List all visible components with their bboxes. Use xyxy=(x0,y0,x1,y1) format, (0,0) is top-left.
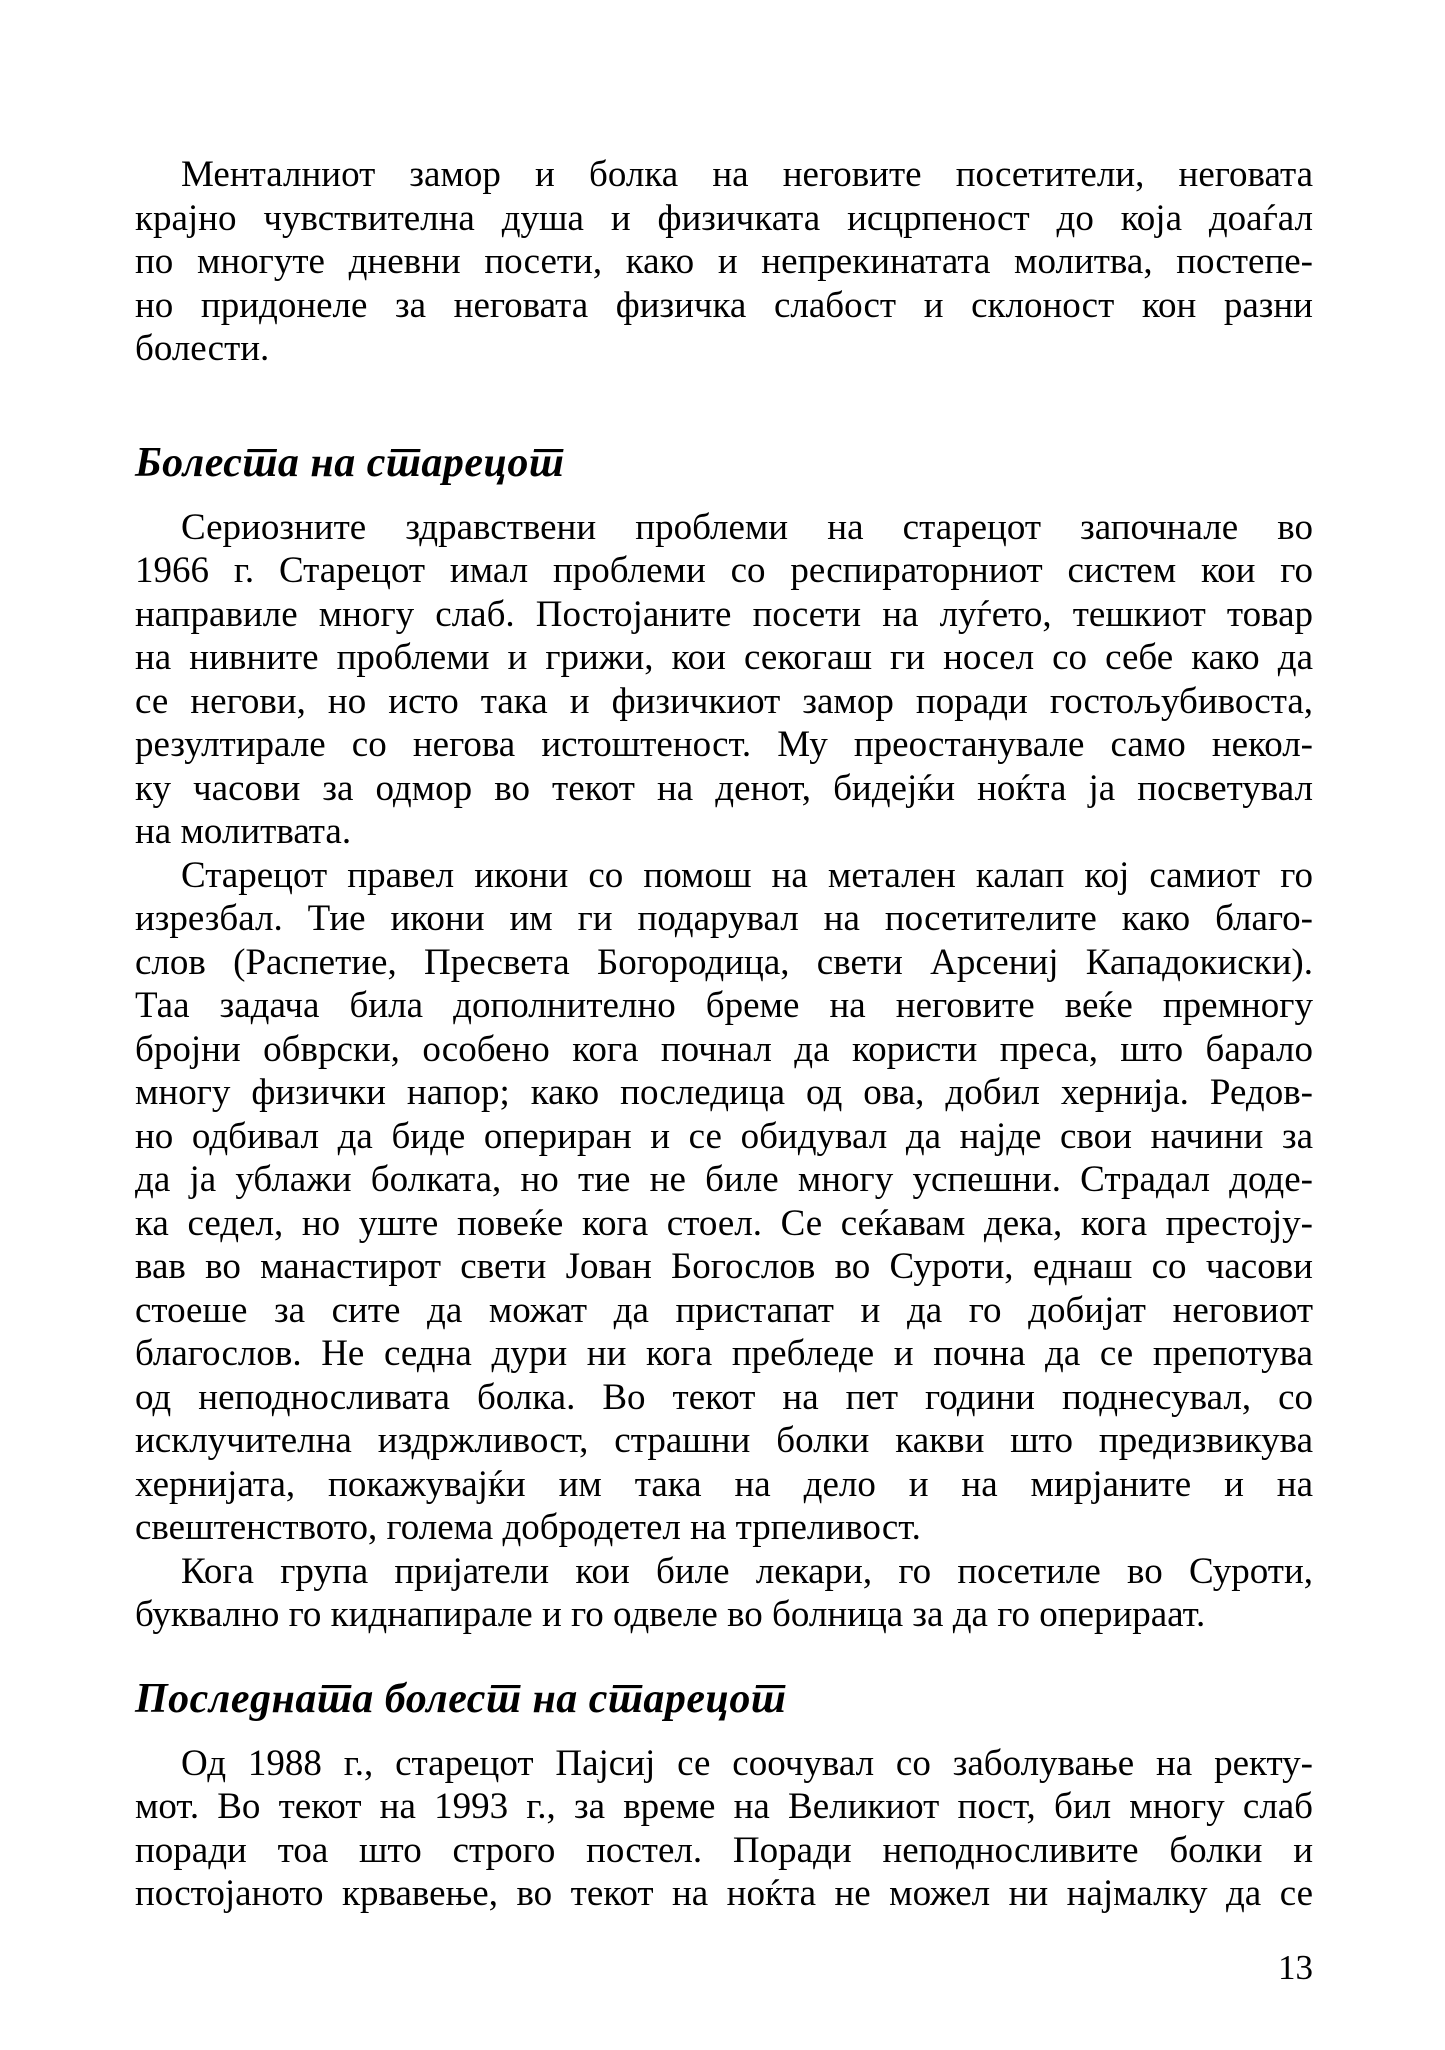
page-content xyxy=(135,153,1313,1916)
section-heading-illness: Болеста на старецот xyxy=(135,439,565,486)
text-line: хернијата, покажувајќи им така на дело и на мирјаните и на xyxy=(135,1463,1313,1505)
text-line: мот. Во текот на 1993 г., за време на Великиот пост, бил многу слаб xyxy=(135,1786,1313,1827)
text-line: слов (Распетие, Пресвета Богородица, свети Арсениј Кападокиски). xyxy=(135,941,1313,983)
text-line: Менталниот замор и болка на неговите посетители, неговата xyxy=(181,154,1313,195)
paragraph-final-illness xyxy=(135,1742,1313,1916)
text-line: поради тоа што строго постел. Поради неподносливите болки и xyxy=(135,1829,1313,1871)
text-line: Од 1988 г., старецот Пајсиј се соочувал со заболување на ректу- xyxy=(181,1742,1313,1784)
text-line: многу физички напор; како последица од ова, добил хернија. Редов- xyxy=(135,1072,1313,1113)
text-line: ка седел, но уште повеќе кога стоел. Се сеќавам дека, кога престоју- xyxy=(135,1202,1313,1244)
text-line: на молитвата. xyxy=(135,811,352,852)
text-line: резултирале со негова истоштеност. Му преостанувале само некол- xyxy=(135,724,1313,765)
section-heading-last-illness: Последната болест на старецот xyxy=(135,1675,787,1722)
text-line: исклучителна издржливост, страшни болки какви што предизвикува xyxy=(135,1420,1313,1461)
paragraph-intro xyxy=(135,153,1313,371)
text-line: постојаното крвавење, во текот на ноќта не можел ни најмалку да се xyxy=(135,1873,1313,1914)
text-line: по многуте дневни посети, како и непрекинатата молитва, постепе- xyxy=(135,241,1313,282)
text-line: направиле многу слаб. Постојаните посети на луѓето, тешкиот товар xyxy=(135,593,1313,635)
text-line: да ја ублажи болката, но тие не биле многу успешни. Страдал доде- xyxy=(135,1159,1313,1200)
text-line: Сериозните здравствени проблеми на старецот започнале во xyxy=(181,506,1313,548)
text-line: на нивните проблеми и грижи, кои секогаш ги носел со себе како да xyxy=(135,637,1313,678)
paragraph-icons-and-hernia xyxy=(135,854,1313,1550)
text-line: болести. xyxy=(135,328,270,369)
text-line: стоеше за сите да можат да пристапат и да го добијат неговиот xyxy=(135,1289,1313,1331)
text-line: вав во манастирот свети Јован Богослов во Суроти, еднаш со часови xyxy=(135,1246,1313,1287)
text-line: Старецот правел икони со помош на метален калап кој самиот го xyxy=(181,854,1313,896)
page-number: 13 xyxy=(1278,1948,1313,1987)
text-line: 1966 г. Старецот имал проблеми со респираторниот систем кои го xyxy=(135,550,1313,591)
text-line: буквално го киднапирале и го одвеле во болница за да го оперираат. xyxy=(135,1594,1206,1635)
paragraph-doctors-visit xyxy=(135,1550,1313,1637)
text-line: ку часови за одмор во текот на денот, бидејќи ноќта ја посветувал xyxy=(135,767,1313,809)
text-line: крајно чувствителна душа и физичката исцрпеност до која доаѓал xyxy=(135,197,1313,239)
text-line: од неподносливата болка. Во текот на пет години поднесувал, со xyxy=(135,1376,1313,1418)
text-line: Таа задача била дополнително бреме на неговите веќе премногу xyxy=(135,985,1313,1026)
text-line: Кога група пријатели кои биле лекари, го посетиле во Суроти, xyxy=(181,1550,1313,1592)
text-line: но одбивал да биде опериран и се обидувал да најде свои начини за xyxy=(135,1115,1313,1157)
paragraph-health-problems xyxy=(135,506,1313,854)
text-line: бројни обврски, особено кога почнал да користи преса, што барало xyxy=(135,1028,1313,1070)
text-line: изрезбал. Тие икони им ги подарувал на посетителите како благо- xyxy=(135,898,1313,939)
text-line: благослов. Не седна дури ни кога пребледе и почна да се препотува xyxy=(135,1333,1313,1374)
text-line: но придонеле за неговата физичка слабост и склоност кон разни xyxy=(135,284,1313,326)
text-line: свештенството, голема добродетел на трпеливост. xyxy=(135,1507,921,1548)
text-line: се негови, но исто така и физичкиот замор поради гостољубивоста, xyxy=(135,680,1313,722)
